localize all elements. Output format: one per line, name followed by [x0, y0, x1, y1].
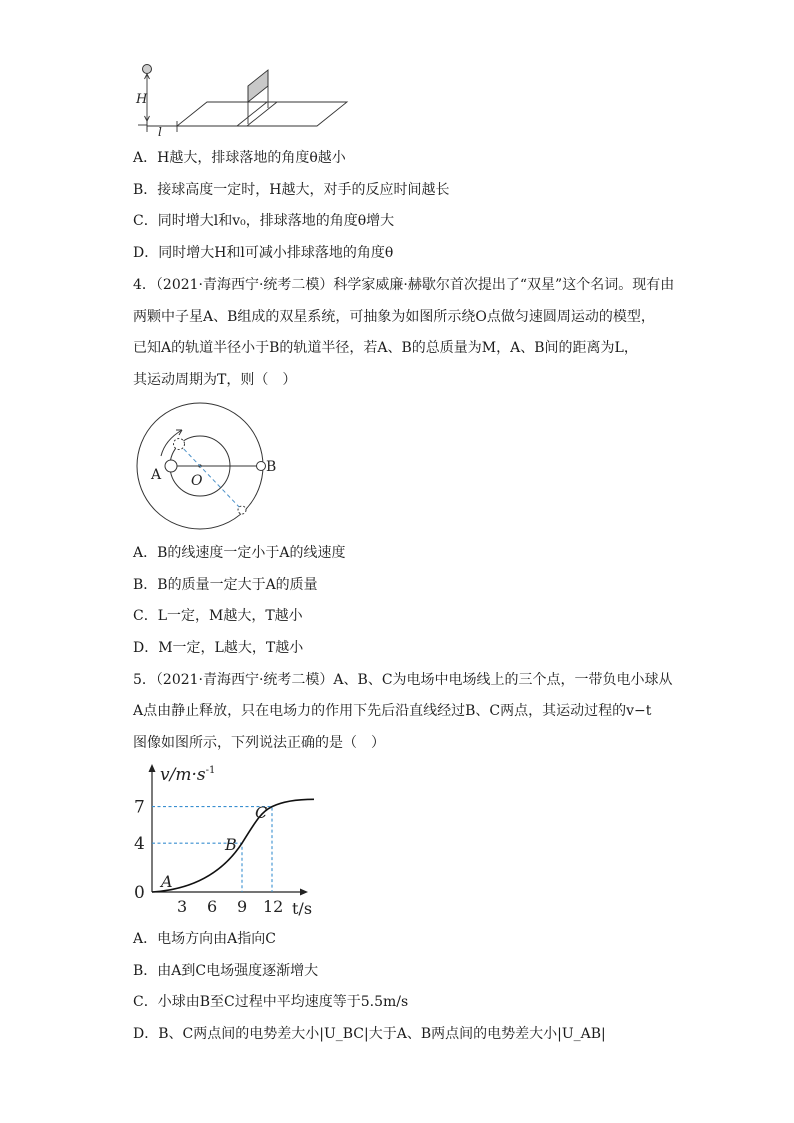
label-B: B — [266, 459, 277, 475]
q4-option-d[interactable]: D．M一定，L越大，T越小 — [133, 640, 304, 656]
net — [248, 70, 268, 102]
q4-stem-1: 4．（2021·青海西宁·统考二模）科学家威廉·赫歇尔首次提出了“双星”这个名词。现有由 — [133, 277, 675, 293]
point-label-A: A — [161, 872, 173, 891]
q3-figure — [130, 58, 350, 138]
x-tick-label: 9 — [237, 897, 248, 916]
point-label-B: B — [225, 835, 237, 854]
point-label-C: C — [255, 803, 268, 822]
q4-option-c[interactable]: C．L一定，M越大，T越小 — [133, 608, 303, 624]
q5-option-b[interactable]: B．由A到C电场强度逐渐增大 — [133, 963, 319, 979]
q3-option-d[interactable]: D．同时增大H和l可减小排球落地的角度θ — [133, 245, 394, 261]
label-H: H — [136, 92, 148, 107]
x-tick-label: 6 — [207, 897, 218, 916]
q5-stem-2: A点由静止释放，只在电场力的作用下先后沿直线经过B、C两点，其运动过程的v−t — [133, 703, 652, 719]
star-b-icon — [257, 462, 266, 471]
x-tick-label: 3 — [177, 897, 188, 916]
y-tick-label: 0 — [134, 883, 145, 903]
q5-vt-chart — [130, 762, 330, 922]
y-tick-label: 7 — [134, 797, 145, 818]
q5-stem-3: 图像如图所示，下列说法正确的是（ ） — [133, 735, 385, 751]
y-tick-label: 4 — [134, 834, 145, 855]
x-axis-label: t/s — [292, 899, 313, 918]
q4-figure — [130, 400, 280, 535]
q5-option-d[interactable]: D．B、C两点间的电势差大小|U_BC|大于A、B两点间的电势差大小|U_AB| — [133, 1026, 606, 1042]
label-O: O — [191, 473, 203, 489]
star-a-icon — [165, 460, 177, 472]
ball-icon — [143, 65, 152, 74]
q4-option-a[interactable]: A．B的线速度一定小于A的线速度 — [133, 545, 346, 561]
q5-stem-1: 5．（2021·青海西宁·统考二模）A、B、C为电场中电场线上的三个点，一带负电小球从 — [133, 672, 673, 688]
q4-option-b[interactable]: B．B的质量一定大于A的质量 — [133, 577, 318, 593]
q5-option-c[interactable]: C．小球由B至C过程中平均速度等于5.5m/s — [133, 994, 409, 1010]
q4-stem-2: 两颗中子星A、B组成的双星系统，可抽象为如图所示绕O点做匀速圆周运动的模型， — [133, 309, 655, 325]
label-l: l — [158, 125, 162, 138]
q3-option-a[interactable]: A．H越大，排球落地的角度θ越小 — [133, 150, 346, 166]
q4-stem-3: 已知A的轨道半径小于B的轨道半径，若A、B的总质量为M，A、B间的距离为L， — [133, 340, 638, 356]
y-axis-label: $v/m\cdot s^{-1}$ — [160, 765, 216, 785]
q3-option-b[interactable]: B．接球高度一定时，H越大，对手的反应时间越长 — [133, 182, 450, 198]
x-tick-label: 12 — [263, 897, 284, 916]
q5-option-a[interactable]: A．电场方向由A指向C — [133, 931, 276, 947]
q3-option-c[interactable]: C．同时增大l和v₀，排球落地的角度θ增大 — [133, 213, 395, 229]
q4-stem-4: 其运动周期为T，则（ ） — [133, 372, 297, 388]
label-A: A — [151, 467, 162, 483]
